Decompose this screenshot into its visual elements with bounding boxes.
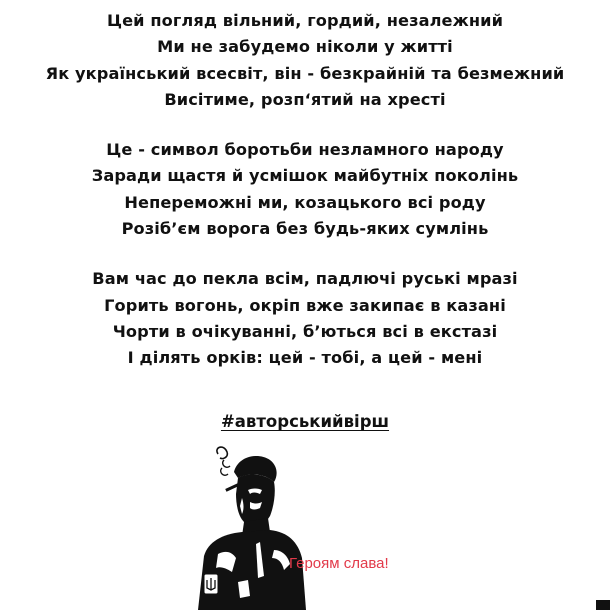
poem: [0, 8, 610, 396]
poem-line: Цей погляд вільний, гордий, незалежний: [106, 11, 504, 30]
poem-line: Заради щастя й усмішок майбутніх поколінь: [91, 166, 519, 186]
soldier-smoking-portrait-icon: [178, 446, 434, 610]
poem-line: Непереможні ми, козацького всі роду: [124, 192, 486, 212]
image-caption: Героям слава!: [289, 555, 389, 572]
poem-stanza-3: [0, 266, 610, 371]
poem-line: Горить вогонь, окріп вже закипає в казані: [104, 295, 506, 315]
hashtag-link[interactable]: #авторськийвірш: [220, 412, 390, 431]
poem-line: Це - символ боротьби незламного народу: [106, 140, 504, 160]
poem-line: Як український всесвіт, він - безкрайній та безмежний: [45, 63, 565, 83]
poem-stanza-2: [0, 137, 610, 242]
poem-line: Чорти в очікуванні, б’ються всі в екстазі: [112, 321, 498, 341]
poem-line: Ми не забудемо ніколи у житті: [157, 37, 453, 57]
poem-line: Вам час до пекла всім, падлючі руські мразі: [92, 269, 518, 289]
poem-line: Висітиме, розп‘ятий на хресті: [164, 89, 446, 109]
poem-stanza-1: [0, 8, 610, 113]
poem-line: І ділять орків: цей - тобі, а цей - мені: [127, 348, 483, 368]
poem-line: Розіб’єм ворога без будь-яких сумлінь: [121, 219, 489, 239]
corner-mark: [596, 600, 610, 610]
